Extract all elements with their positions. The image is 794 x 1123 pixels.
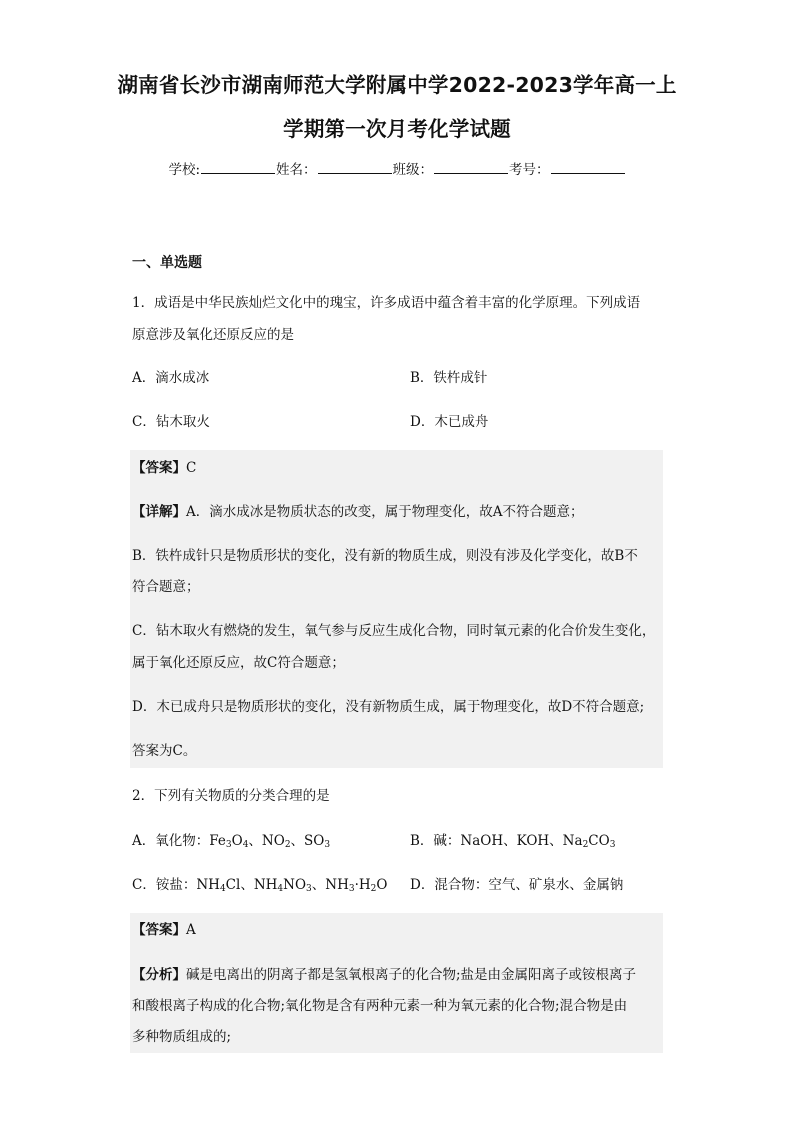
- formula-part: 、NH: [311, 877, 349, 893]
- school-field[interactable]: [201, 161, 275, 174]
- formula-part: 、SO: [290, 833, 325, 849]
- q1-option-a: A．滴水成冰: [132, 370, 210, 386]
- q2-analysis-1: [132, 966, 636, 984]
- q2-option-b-label: B．碱：: [410, 833, 461, 849]
- class-label: 班级：: [392, 162, 434, 178]
- formula-part: NaOH、KOH、Na: [460, 833, 583, 849]
- formula-part: CO: [588, 833, 610, 849]
- formula-sub: 3: [225, 840, 232, 850]
- q2-option-d: D．混合物：空气、矿泉水、金属钠: [410, 877, 624, 893]
- formula-sub: 3: [306, 884, 312, 894]
- formula-sub: 4: [219, 884, 226, 894]
- title-line-2: 学期第一次月考化学试题: [283, 117, 511, 141]
- answer-label: 【答案】: [132, 922, 186, 938]
- formula-sub: 2: [284, 840, 291, 850]
- formula-sub: 4: [242, 840, 249, 850]
- title-line-1: 湖南省长沙市湖南师范大学附属中学2022-2023学年高一上: [117, 73, 677, 97]
- q1-stem-line-1: 1．成语是中华民族灿烂文化中的瑰宝，许多成语中蕴含着丰富的化学原理。下列成语: [132, 295, 641, 311]
- formula-sub: 3: [348, 884, 355, 894]
- q2-option-b: [410, 832, 615, 850]
- answer-value: C: [186, 460, 197, 476]
- school-label: 学校:: [168, 162, 201, 178]
- number-label: 考号：: [509, 162, 550, 178]
- formula-part: Fe: [209, 833, 226, 849]
- formula-part: Cl、NH: [225, 877, 278, 893]
- q2-option-a: [132, 832, 330, 850]
- q1-answer: [132, 459, 196, 477]
- formula-part: 、NO: [248, 833, 285, 849]
- q2-option-c-label: C．铵盐：: [132, 877, 197, 893]
- q2-analysis-2: 和酸根离子构成的化合物;氧化物是含有两种元素一种为氧元素的化合物;混合物是由: [132, 998, 628, 1014]
- student-info-row: [0, 158, 794, 178]
- q2-answer: [132, 921, 196, 939]
- q1-option-d: D．木已成舟: [410, 414, 489, 430]
- q2-option-a-label: A．氧化物：: [132, 833, 210, 849]
- q1-stem-line-2: 原意涉及氧化还原反应的是: [132, 327, 294, 343]
- formula-sub: 4: [277, 884, 284, 894]
- formula-sub: 3: [609, 840, 616, 850]
- formula-sub: 2: [370, 884, 377, 894]
- q2-analysis-3: 多种物质组成的;: [132, 1029, 232, 1045]
- formula-sub: 2: [582, 840, 589, 850]
- formula-part: ·H: [354, 877, 371, 893]
- q1-explain-c-1: C．钻木取火有燃烧的发生，氧气参与反应生成化合物，同时氧元素的化合价发生变化，: [132, 623, 656, 639]
- analysis-label: 【分析】: [132, 967, 186, 983]
- q2-option-c: [132, 876, 387, 894]
- formula-part: O: [231, 833, 243, 849]
- formula-part: O: [376, 877, 388, 893]
- number-field[interactable]: [551, 161, 625, 174]
- q1-explain-b-2: 符合题意；: [132, 579, 200, 595]
- answer-value: A: [186, 922, 196, 938]
- q1-solution-box: [130, 450, 663, 768]
- q1-explain-a: [132, 503, 584, 521]
- q1-explain-d: D．木已成舟只是物质形状的变化，没有新物质生成，属于物理变化，故D不符合题意;: [132, 699, 645, 715]
- q1-option-b: B．铁杵成针: [410, 370, 488, 386]
- explain-label: 【详解】: [132, 504, 186, 520]
- formula-sub: 3: [324, 840, 331, 850]
- explain-a-text: A．滴水成冰是物质状态的改变，属于物理变化，故A不符合题意；: [186, 504, 584, 520]
- formula-part: NH: [196, 877, 220, 893]
- q1-explain-b-1: B．铁杵成针只是物质形状的变化，没有新的物质生成，则没有涉及化学变化，故B不: [132, 548, 638, 564]
- section-title: 一、单选题: [132, 255, 202, 271]
- answer-label: 【答案】: [132, 460, 186, 476]
- q1-explain-c-2: 属于氧化还原反应，故C符合题意；: [132, 655, 345, 671]
- q1-conclusion: 答案为C。: [132, 743, 197, 759]
- name-field[interactable]: [318, 161, 392, 174]
- class-field[interactable]: [434, 161, 508, 174]
- formula-part: NO: [283, 877, 307, 893]
- analysis-text: 碱是电离出的阴离子都是氢氧根离子的化合物;盐是由金属阳离子或铵根离子: [186, 967, 637, 983]
- q2-stem: 2．下列有关物质的分类合理的是: [132, 788, 330, 804]
- q1-option-c: C．钻木取火: [132, 414, 210, 430]
- name-label: 姓名：: [276, 162, 317, 178]
